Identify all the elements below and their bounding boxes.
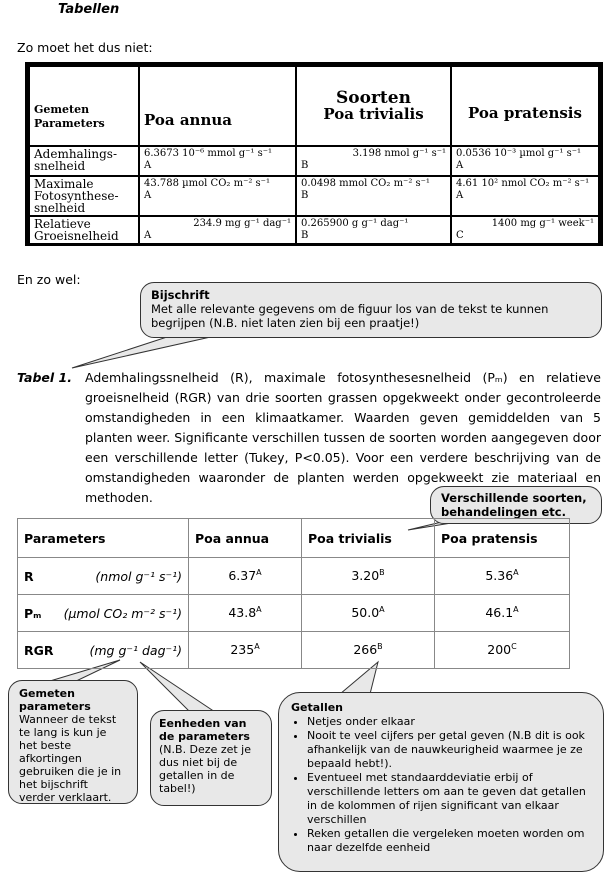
- callout-soorten: Verschillende soorten, behandelingen etc.: [430, 486, 602, 524]
- bad-row-label: Maximale Fotosynthese-snelheid: [29, 176, 139, 216]
- value-cell: $266^B$: [302, 632, 435, 669]
- value-cell: $6.37^A$: [189, 558, 302, 595]
- bad-cell: 0.0498 mmol CO₂ m⁻² s⁻¹ B: [296, 176, 451, 216]
- table-row: [18, 595, 570, 632]
- bad-params-header: Gemeten Parameters: [29, 66, 139, 146]
- caption-label: Tabel 1.: [17, 370, 72, 385]
- wrong-example-label: Zo moet het dus niet:: [17, 40, 153, 55]
- value-cell: $46.1^A$: [435, 595, 570, 632]
- value-cell: $43.8^A$: [189, 595, 302, 632]
- bad-cell: 1400 mg g⁻¹ week⁻¹ C: [451, 216, 599, 244]
- callout-title: Getallen: [291, 701, 344, 714]
- header-cell: Poa pratensis: [435, 519, 570, 558]
- bad-species-header: Soorten Poa trivialis: [296, 66, 451, 146]
- param-cell: Pₘ (µmol CO₂ m⁻² s⁻¹): [18, 595, 189, 632]
- list-item: • Netjes onder elkaar: [307, 715, 591, 729]
- callout-getallen: [278, 692, 604, 872]
- callout-text: Met alle relevante gegevens om de figuur los van de tekst te kunnen begrijpen (N.B. niet laten zien bij een praatje!): [151, 302, 549, 330]
- param-cell: RGR (mg g⁻¹ dag⁻¹): [18, 632, 189, 669]
- value-cell: $50.0^A$: [302, 595, 435, 632]
- getallen-list: [291, 715, 591, 855]
- header-cell: Poa annua: [189, 519, 302, 558]
- callout-title: Bijschrift: [151, 288, 210, 302]
- bad-cell: 234.9 mg g⁻¹ dag⁻¹ A: [139, 216, 296, 244]
- callout-bijschrift: [140, 282, 602, 338]
- header-cell: Parameters: [18, 519, 189, 558]
- table-row: [18, 558, 570, 595]
- param-cell: R (nmol g⁻¹ s⁻¹): [18, 558, 189, 595]
- bad-cell: 43.788 µmol CO₂ m⁻² s⁻¹ A: [139, 176, 296, 216]
- bad-cell: 0.0536 10⁻³ µmol g⁻¹ s⁻¹ A: [451, 146, 599, 176]
- callout-text: (N.B. Deze zet je dus niet bij de getallen in de tabel!): [159, 743, 252, 795]
- bad-cell: 3.198 nmol g⁻¹ s⁻¹ B: [296, 146, 451, 176]
- callout-eenheden: [150, 710, 272, 806]
- caption-text: Ademhalingssnelheid (R), maximale fotosynthesesnelheid (Pₘ) en relatieve groeisnelheid (RGR) van drie soorten grassen opgekweekt onder gecontroleerde omstandigheden in een klimaatkamer. Waarden geven gemiddelden van 5 planten weer. Significante verschillen tussen de soorten worden aangegeven door een verschillende letter (Tukey, P<0.05). Voor een verdere beschrijving van de omstandigheden waaronder de planten werden opgekweekt zie materiaal en methoden.: [85, 370, 601, 505]
- header-cell: Poa trivialis: [302, 519, 435, 558]
- list-item: • Nooit te veel cijfers per getal geven (N.B dit is ook afhankelijk van de nauwkeurigheid waarmee je ze bepaald hebt!).: [307, 729, 591, 771]
- section-heading: Tabellen: [58, 2, 120, 17]
- table-row: [18, 632, 570, 669]
- list-item: • Eventueel met standaarddeviatie erbij of verschillende letters om aan te geven dat getallen in de kolommen of rijen significant van elkaar verschillen: [307, 771, 591, 827]
- value-cell: $5.36^A$: [435, 558, 570, 595]
- bad-species-header: Poa annua: [139, 66, 296, 146]
- good-example-table: [17, 518, 570, 669]
- value-cell: $3.20^B$: [302, 558, 435, 595]
- bad-row-label: Relatieve Groeisnelheid: [29, 216, 139, 244]
- callout-text: Wanneer de tekst te lang is kun je het beste afkortingen gebruiken die je in het bijschrift verder verklaart.: [19, 713, 122, 804]
- right-example-label: En zo wel:: [17, 272, 81, 287]
- list-item: • Reken getallen die vergeleken moeten worden om naar dezelfde eenheid: [307, 827, 591, 855]
- bad-row-label: Ademhalings-snelheid: [29, 146, 139, 176]
- callout-gemeten-parameters: [8, 680, 138, 804]
- value-cell: $235^A$: [189, 632, 302, 669]
- bad-species-header: Poa pratensis: [451, 66, 599, 146]
- callout-title: Gemeten parameters: [19, 687, 91, 713]
- callout-title: Eenheden van de parameters: [159, 717, 250, 743]
- bad-cell: 6.3673 10⁻⁶ mmol g⁻¹ s⁻¹ A: [139, 146, 296, 176]
- bad-cell: 4.61 10² nmol CO₂ m⁻² s⁻¹ A: [451, 176, 599, 216]
- bad-cell: 0.265900 g g⁻¹ dag⁻¹ B: [296, 216, 451, 244]
- value-cell: $200^C$: [435, 632, 570, 669]
